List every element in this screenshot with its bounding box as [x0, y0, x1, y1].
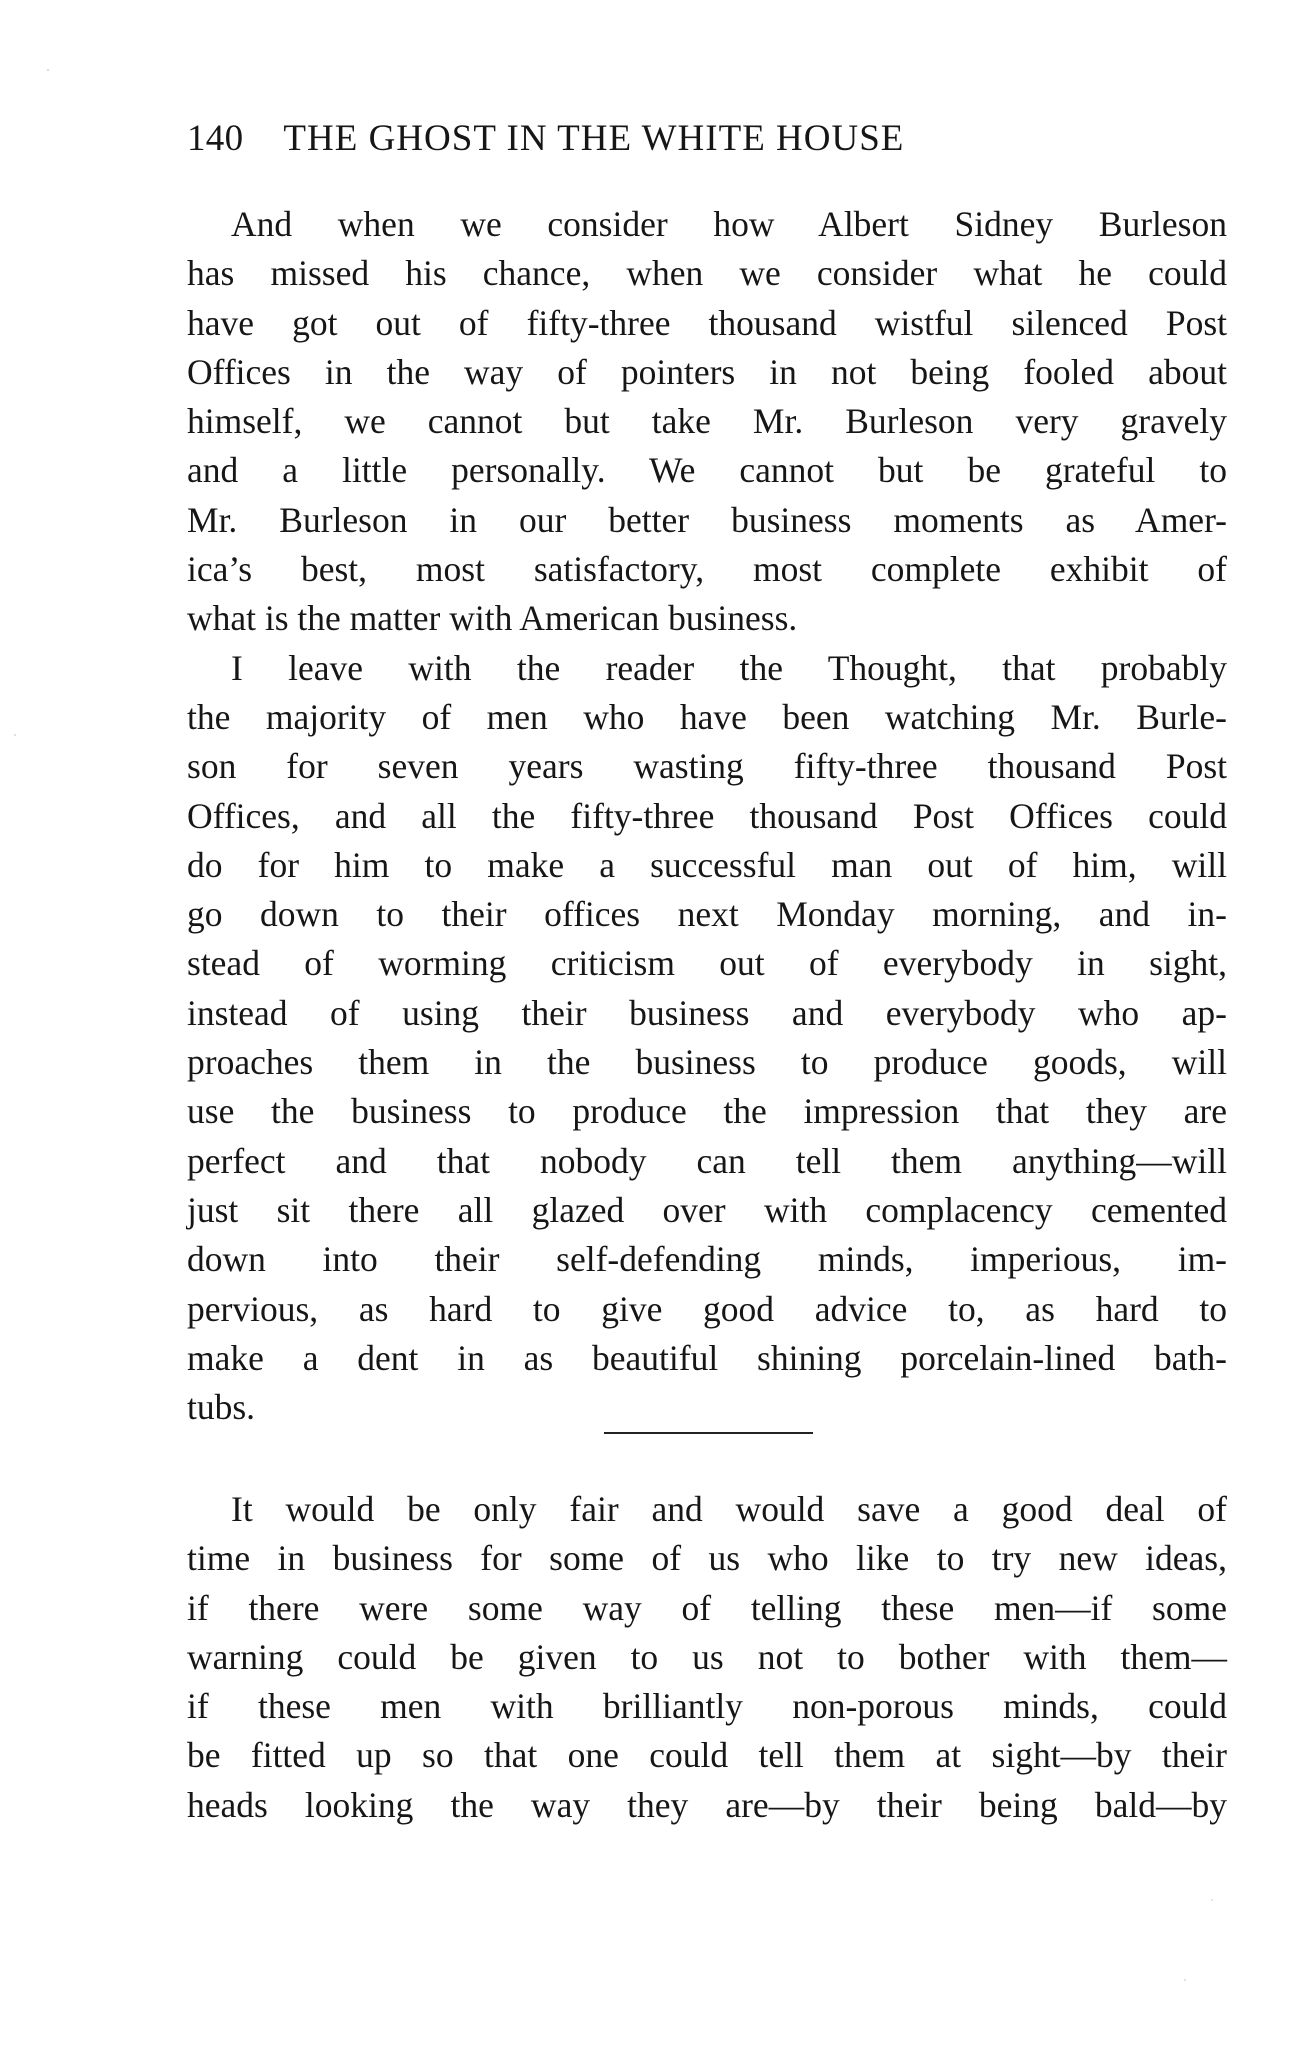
page-number: 140 [187, 118, 244, 159]
text-line: what is the matter with American business. [187, 598, 798, 639]
text-line: Offices, and all the fifty-three thousand Post Offices could [187, 795, 1227, 836]
text-line: time in business for some of us who like to try new ideas, [187, 1538, 1227, 1579]
text-line: son for seven years wasting fifty-three thousand Post [187, 746, 1227, 787]
text-line: And when we consider how Albert Sidney Burleson [231, 204, 1227, 244]
text-line: pervious, as hard to give good advice to, as hard to [187, 1288, 1227, 1329]
text-line: himself, we cannot but take Mr. Burleson very gravely [187, 401, 1227, 442]
text-line: I leave with the reader the Thought, that probably [231, 647, 1227, 688]
text-line: heads looking the way they are—by their being bald—by [187, 1784, 1227, 1825]
text-line: proaches them in the business to produce goods, will [187, 1042, 1227, 1083]
text-line: do for him to make a successful man out of him, will [187, 844, 1227, 885]
speck [1211, 1899, 1213, 1901]
text-line: have got out of fifty-three thousand wistful silenced Post [187, 302, 1227, 343]
text-line: and a little personally. We cannot but be grateful to [187, 450, 1227, 491]
text-line: the majority of men who have been watching Mr. Burle- [187, 696, 1227, 737]
speck [14, 734, 16, 736]
text-line: has missed his chance, when we consider what he could [187, 253, 1227, 294]
text-line: use the business to produce the impression that they are [187, 1091, 1227, 1132]
text-line: warning could be given to us not to bother with them— [187, 1636, 1227, 1677]
text-line: Offices in the way of pointers in not being fooled about [187, 351, 1227, 392]
text-line: It would be only fair and would save a good deal of [231, 1489, 1227, 1529]
text-line: tubs. [187, 1387, 256, 1428]
text-line: make a dent in as beautiful shining porcelain-lined bath- [187, 1337, 1227, 1378]
text-line: perfect and that nobody can tell them anything—will [187, 1140, 1227, 1181]
text-line: go down to their offices next Monday morning, and in- [187, 894, 1227, 935]
speck [47, 69, 49, 71]
text-line: if these men with brilliantly non-porous minds, could [187, 1686, 1227, 1727]
text-line: ica’s best, most satisfactory, most complete exhibit of [187, 549, 1227, 590]
speck [1184, 1979, 1186, 1981]
text-line: instead of using their business and everybody who ap- [187, 992, 1227, 1033]
text-line: stead of worming criticism out of everybody in sight, [187, 943, 1227, 984]
book-title: THE GHOST IN THE WHITE HOUSE [283, 118, 905, 159]
text-line: be fitted up so that one could tell them at sight—by their [187, 1735, 1227, 1776]
text-line: if there were some way of telling these men—if some [187, 1587, 1227, 1628]
text-line: just sit there all glazed over with complacency cemented [187, 1189, 1227, 1230]
text-line: Mr. Burleson in our better business moments as Amer- [187, 499, 1227, 540]
text-line: down into their self-defending minds, imperious, im- [187, 1239, 1227, 1280]
